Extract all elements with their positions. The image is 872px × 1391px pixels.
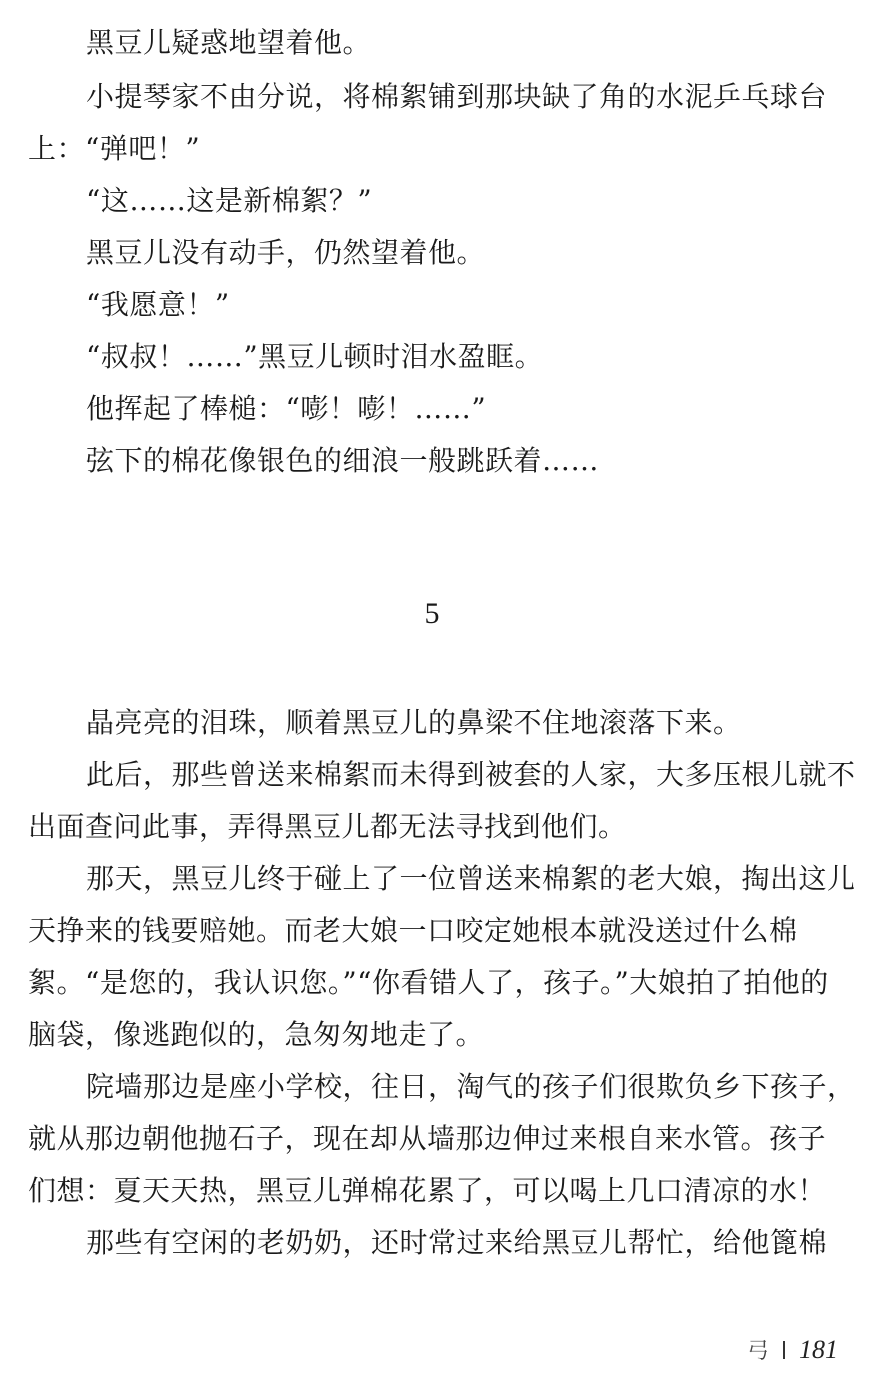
- footer-divider: [783, 1341, 785, 1359]
- text-line: 黑豆儿疑惑地望着他。: [86, 26, 372, 59]
- text-line: 院墙那边是座小学校，往日，淘气的孩子们很欺负乡下孩子，: [86, 1070, 856, 1103]
- text-line: 弦下的棉花像银色的细浪一般跳跃着……: [86, 444, 600, 477]
- section-number: 5: [424, 597, 440, 630]
- page-footer: [747, 1334, 838, 1365]
- text-line: 们想：夏天天热，黑豆儿弹棉花累了，可以喝上几口清凉的水！: [28, 1174, 827, 1207]
- text-line: 那天，黑豆儿终于碰上了一位曾送来棉絮的老大娘，掏出这儿: [86, 862, 856, 895]
- running-title: 弓: [746, 1339, 769, 1364]
- text-line: 他挥起了棒槌：“嘭！嘭！……”: [86, 392, 487, 425]
- text-line: 此后，那些曾送来棉絮而未得到被套的人家，大多压根儿就不: [86, 758, 856, 791]
- text-line: 小提琴家不由分说，将棉絮铺到那块缺了角的水泥乒乓球台: [86, 80, 828, 113]
- text-line: “我愿意！”: [86, 288, 230, 321]
- text-line: 黑豆儿没有动手，仍然望着他。: [86, 236, 486, 269]
- text-line: 絮。“是您的，我认识您。”“你看错人了，孩子。”大娘拍了拍他的: [28, 966, 829, 999]
- text-line: “这……这是新棉絮？”: [86, 184, 373, 217]
- text-line: 就从那边朝他抛石子，现在却从墙那边伸过来根自来水管。孩子: [28, 1122, 827, 1155]
- text-line: 脑袋，像逃跑似的，急匆匆地走了。: [28, 1018, 485, 1051]
- text-line: 晶亮亮的泪珠，顺着黑豆儿的鼻梁不住地滚落下来。: [86, 706, 742, 739]
- text-line: “叔叔！……”黑豆儿顿时泪水盈眶。: [86, 340, 544, 373]
- text-line: 出面查问此事，弄得黑豆儿都无法寻找到他们。: [28, 810, 627, 843]
- page-number: 181: [799, 1334, 838, 1364]
- text-line: 那些有空闲的老奶奶，还时常过来给黑豆儿帮忙，给他篦棉: [86, 1226, 828, 1259]
- text-line: 上：“弹吧！”: [28, 132, 201, 165]
- text-line: 天挣来的钱要赔她。而老大娘一口咬定她根本就没送过什么棉: [28, 914, 798, 947]
